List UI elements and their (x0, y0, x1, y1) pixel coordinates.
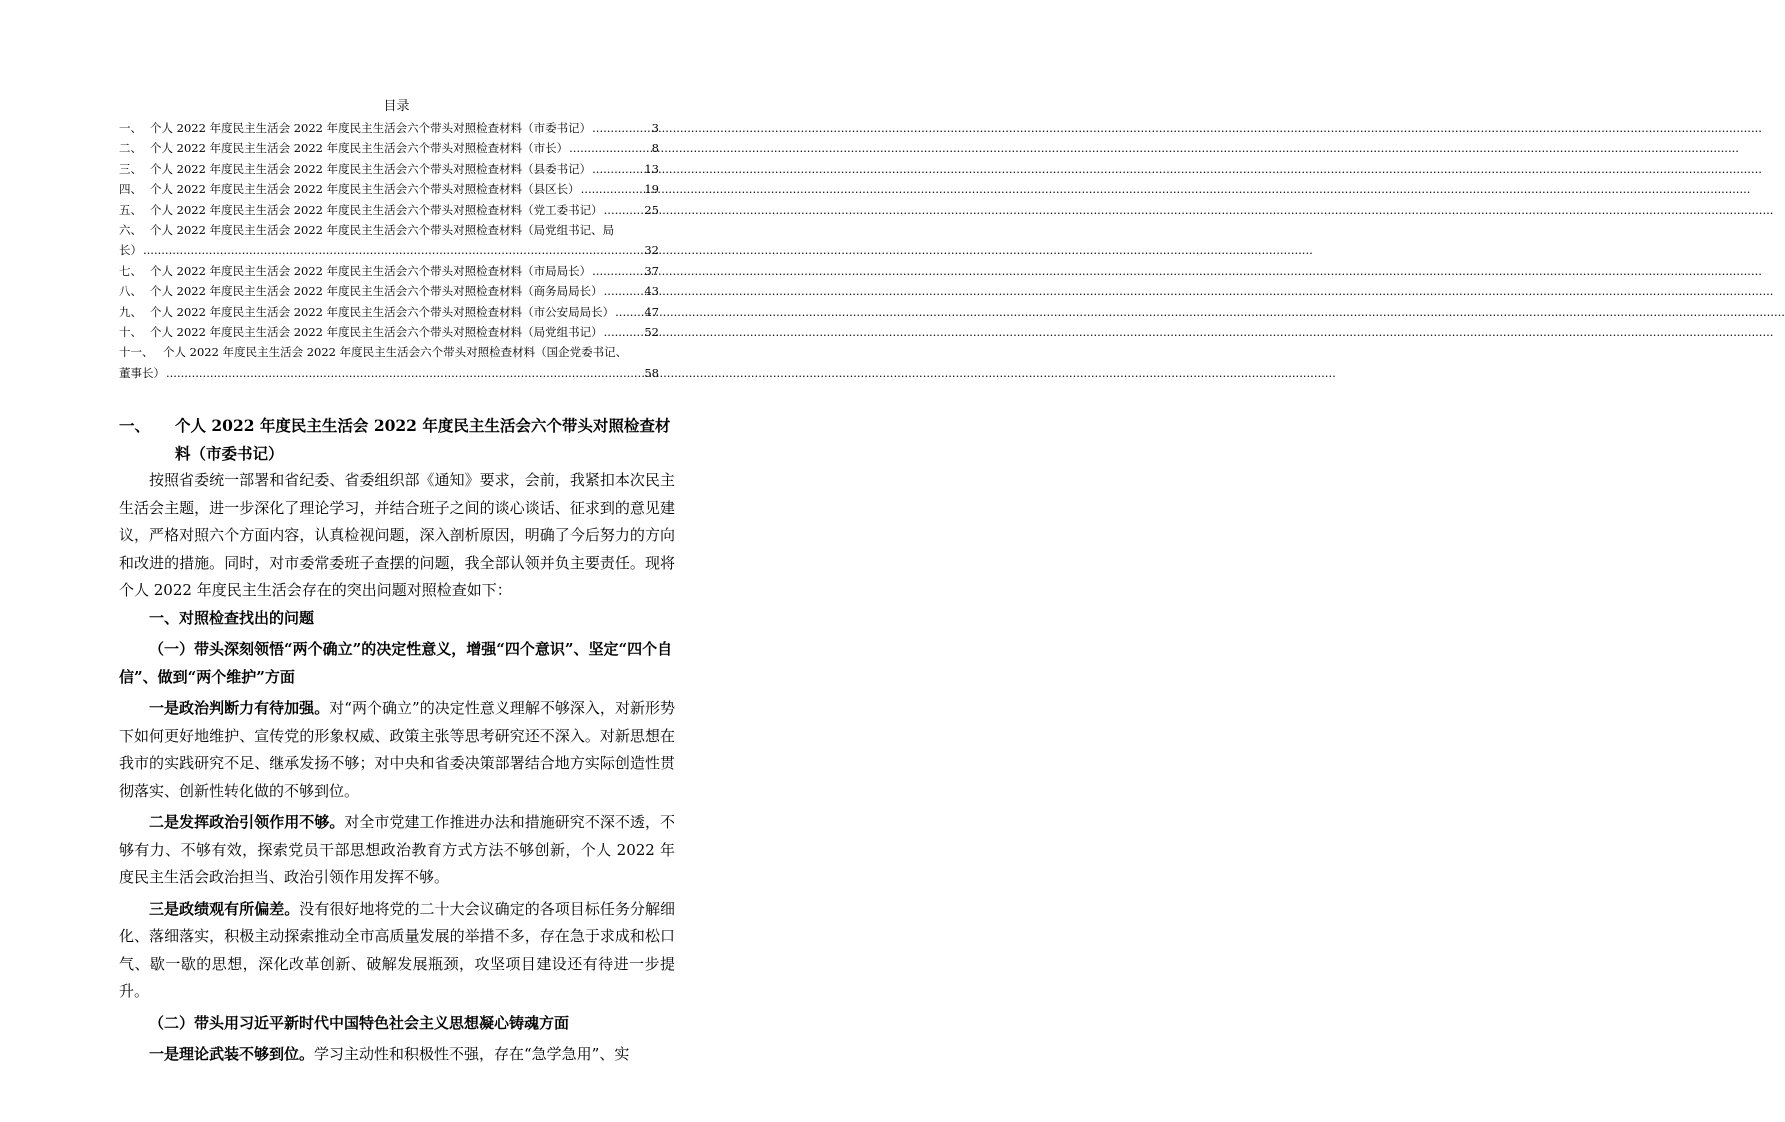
toc-title: 目录 (383, 99, 410, 114)
intro-paragraph: 按照省委统一部署和省纪委、省委组织部《通知》要求，会前，我紧扣本次民主生活会主题，进一步深化了理论学习，并结合班子之间的谈心谈话、征求到的意见建议，严格对照六个方面内容，认真检视问题，深入剖析原因，明确了今后努力的方向和改进的措施。同时，对市委常委班子查摆的问题，我全部认领并负主要责任。现将个人 2022 年度民主生活会存在的突出问题对照检查如下： (119, 471, 675, 599)
toc-leader-dots (592, 261, 643, 281)
heading-text: 个人 2022 年度民主生活会 2022 年度民主生活会六个带头对照检查材料（市委书记） (175, 416, 671, 463)
toc-leader-dots (615, 302, 643, 322)
toc-entry-page: 8 (651, 141, 659, 156)
toc-leader-dots (604, 322, 644, 342)
heading-number: 一、 (119, 416, 151, 435)
toc-entry-text: 个人 2022 年度民主生活会 2022 年度民主生活会六个带头对照检查材料（国企党委书记、 (163, 345, 628, 360)
toc-entry[interactable] (119, 159, 659, 179)
subsection-title-1: （一）带头深刻领悟“两个确立”的决定性意义，增强“四个意识”、坚定“四个自信”、做到“两个维护”方面 (119, 640, 673, 686)
paragraph-3 (119, 896, 675, 1006)
section-heading (119, 412, 675, 467)
toc-entry-number: 五、 (119, 202, 142, 217)
toc-entry-continuation (119, 240, 659, 260)
paragraph-2-text: 对全市党建工作推进办法和措施研究不深不透，不够有力、不够有效，探索党员干部思想政治教育方式方法不够创新，个人 2022 年度民主生活会政治担当、政治引领作用发挥不够。 (119, 813, 675, 886)
toc-entry-line (119, 281, 659, 301)
document-page (0, 0, 793, 1122)
toc-entry-line (119, 342, 659, 362)
table-of-contents (119, 118, 659, 383)
paragraph-1 (119, 695, 675, 805)
toc-entry-number: 四、 (119, 182, 142, 197)
toc-entry-page: 3 (651, 121, 659, 135)
paragraph-1-text: 对“两个确立”的决定性意义理解不够深入，对新形势下如何更好地维护、宣传党的形象权威、政策主张等思考研究还不深入。对新思想在我市的实践研究不足、继承发扬不够；对中央和省委决策部署结合地方实际创造性贯彻落实、创新性转化做的不够到位。 (119, 699, 675, 800)
toc-entry-text: 个人 2022 年度民主生活会 2022 年度民主生活会六个带头对照检查材料（局党组书记） (150, 325, 603, 340)
toc-entry-line (119, 179, 659, 199)
paragraph-2-lead: 二是发挥政治引领作用不够。 (149, 813, 345, 831)
toc-entry-line (119, 138, 659, 158)
toc-entry-page: 25 (644, 202, 659, 217)
toc-leader-dots (143, 240, 643, 260)
toc-entry-line (119, 118, 659, 138)
paragraph-4-lead: 一是理论武装不够到位。 (149, 1045, 315, 1063)
toc-entry-page: 58 (644, 365, 659, 380)
toc-leader-dots (604, 200, 644, 220)
toc-leader-dots (166, 363, 643, 383)
toc-leader-dots (592, 118, 651, 138)
toc-entry-number: 十、 (119, 325, 142, 340)
subsection-title-2: （二）带头用习近平新时代中国特色社会主义思想凝心铸魂方面 (149, 1013, 570, 1032)
toc-entry-number: 二、 (119, 141, 142, 156)
paragraph-3-text: 没有很好地将党的二十大会议确定的各项目标任务分解细化、落细落实，积极主动探索推动全市高质量发展的举措不多，存在急于求成和松口气、歇一歇的思想，深化改革创新、破解发展瓶颈，攻坚项目建设还有待进一步提升。 (119, 899, 675, 1000)
toc-entry-text: 个人 2022 年度民主生活会 2022 年度民主生活会六个带头对照检查材料（市公安局局长） (150, 304, 615, 319)
toc-entry-text: 个人 2022 年度民主生活会 2022 年度民主生活会六个带头对照检查材料（市长） (150, 141, 569, 156)
toc-entry-text: 个人 2022 年度民主生活会 2022 年度民主生活会六个带头对照检查材料（局党组书记、局 (150, 223, 615, 238)
toc-entry-number: 七、 (119, 263, 142, 278)
toc-entry[interactable] (119, 281, 659, 301)
paragraph-1-lead: 一是政治判断力有待加强。 (149, 699, 330, 717)
section-title-problems: 一、对照检查找出的问题 (149, 608, 315, 627)
toc-leader-dots (569, 138, 651, 158)
toc-entry-text: 个人 2022 年度民主生活会 2022 年度民主生活会六个带头对照检查材料（县委书记） (150, 161, 592, 176)
toc-leader-dots (592, 159, 643, 179)
toc-entry-continuation-text: 董事长） (119, 365, 165, 380)
toc-entry-page: 19 (644, 182, 659, 197)
toc-entry-number: 八、 (119, 284, 142, 299)
paragraph-4 (119, 1041, 675, 1069)
toc-entry[interactable] (119, 118, 659, 138)
toc-entry-number: 三、 (119, 161, 142, 176)
toc-entry-line (119, 200, 659, 220)
toc-entry[interactable] (119, 138, 659, 158)
toc-entry-page: 43 (644, 284, 659, 299)
toc-leader-dots (581, 179, 644, 199)
toc-entry-line (119, 159, 659, 179)
toc-entry-line (119, 302, 659, 322)
toc-entry-text: 个人 2022 年度民主生活会 2022 年度民主生活会六个带头对照检查材料（党工委书记） (150, 202, 603, 217)
paragraph-3-lead: 三是政绩观有所偏差。 (149, 899, 300, 918)
document-body (119, 412, 675, 1069)
toc-entry[interactable] (119, 220, 659, 261)
toc-entry-text: 个人 2022 年度民主生活会 2022 年度民主生活会六个带头对照检查材料（市委书记） (150, 121, 592, 135)
toc-entry-line (119, 261, 659, 281)
toc-entry-line (119, 322, 659, 342)
toc-entry-page: 32 (644, 243, 659, 258)
toc-entry-text: 个人 2022 年度民主生活会 2022 年度民主生活会六个带头对照检查材料（县区长） (150, 182, 580, 197)
toc-entry[interactable] (119, 302, 659, 322)
toc-entry-page: 47 (644, 304, 659, 319)
toc-entry-number: 十一、 (119, 345, 154, 360)
toc-entry-page: 13 (644, 161, 659, 176)
toc-entry-line (119, 220, 659, 240)
toc-entry[interactable] (119, 322, 659, 342)
toc-entry[interactable] (119, 261, 659, 281)
toc-entry-page: 37 (644, 263, 659, 278)
toc-entry[interactable] (119, 179, 659, 199)
toc-entry[interactable] (119, 200, 659, 220)
toc-entry-page: 52 (644, 325, 659, 340)
toc-entry-number: 一、 (119, 121, 142, 135)
toc-entry-continuation (119, 363, 659, 383)
toc-leader-dots (604, 281, 644, 301)
toc-entry[interactable] (119, 342, 659, 383)
toc-entry-number: 九、 (119, 304, 142, 319)
paragraph-4-text: 学习主动性和积极性不强，存在“急学急用”、实 (314, 1045, 630, 1063)
toc-entry-number: 六、 (119, 223, 142, 238)
toc-entry-continuation-text: 长） (119, 243, 142, 258)
toc-entry-text: 个人 2022 年度民主生活会 2022 年度民主生活会六个带头对照检查材料（市局局长） (150, 263, 592, 278)
toc-entry-text: 个人 2022 年度民主生活会 2022 年度民主生活会六个带头对照检查材料（商务局局长） (150, 284, 603, 299)
paragraph-2 (119, 809, 675, 892)
